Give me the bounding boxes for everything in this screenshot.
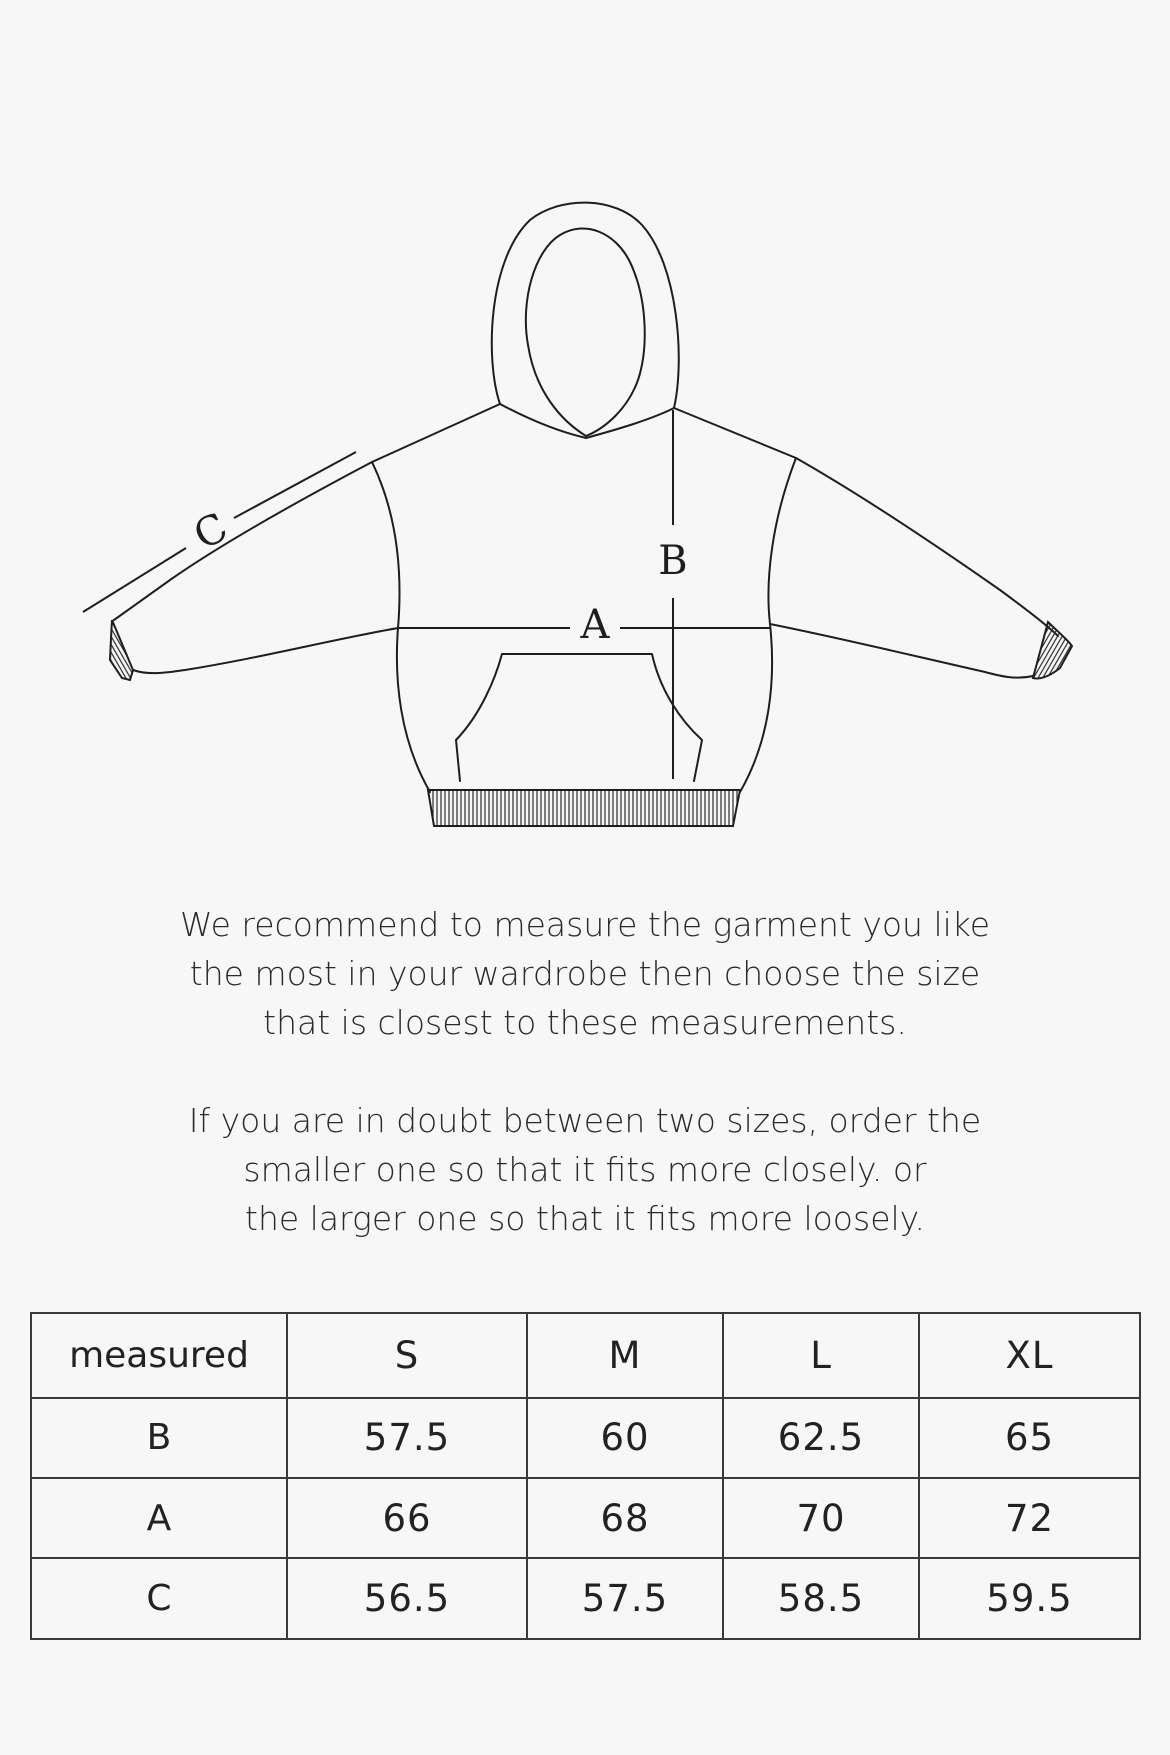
hood-outline [492,203,679,408]
table-cell: 58.5 [723,1558,919,1639]
label-b: B [658,538,688,584]
label-a: A [580,602,610,648]
size-doubt-paragraph [0,1096,1170,1243]
header-measured: measured [31,1313,287,1398]
table-cell: 66 [287,1478,527,1558]
header-size-s: S [287,1313,527,1398]
table-row [31,1398,1140,1478]
table-cell: 62.5 [723,1398,919,1478]
table-cell: 60 [527,1398,723,1478]
row-label-c: C [31,1558,287,1639]
table-header-row [31,1313,1140,1398]
row-label-b: B [31,1398,287,1478]
table-cell: 59.5 [919,1558,1140,1639]
header-size-m: M [527,1313,723,1398]
body-right-side [740,458,796,792]
right-cuff [1033,622,1072,679]
table-cell: 72 [919,1478,1140,1558]
hem-rib [428,790,740,826]
doubt-line-1: If you are in doubt between two sizes, order the [188,1101,982,1140]
size-chart-table [30,1312,1141,1640]
left-cuff [110,620,133,680]
measure-advice-paragraph [0,900,1170,1047]
table-cell: 65 [919,1398,1140,1478]
advice-line-3: that is closest to these measurements. [263,1003,907,1042]
doubt-line-3: the larger one so that it fits more loosely. [245,1199,925,1238]
hoodie-diagram [0,0,1170,860]
doubt-line-2: smaller one so that it fits more closely. or [243,1150,927,1189]
advice-line-2: the most in your wardrobe then choose the size [189,954,981,993]
advice-line-1: We recommend to measure the garment you like [179,905,991,944]
header-size-l: L [723,1313,919,1398]
left-sleeve [114,404,500,620]
table-cell: 68 [527,1478,723,1558]
table-cell: 57.5 [527,1558,723,1639]
table-cell: 56.5 [287,1558,527,1639]
hood-opening [526,229,645,436]
header-size-xl: XL [919,1313,1140,1398]
table-row [31,1478,1140,1558]
table-row [31,1558,1140,1639]
table-cell: 57.5 [287,1398,527,1478]
right-sleeve [674,408,1058,636]
row-label-a: A [31,1478,287,1558]
label-c: C [186,504,236,560]
kangaroo-pocket [456,654,702,781]
table-cell: 70 [723,1478,919,1558]
